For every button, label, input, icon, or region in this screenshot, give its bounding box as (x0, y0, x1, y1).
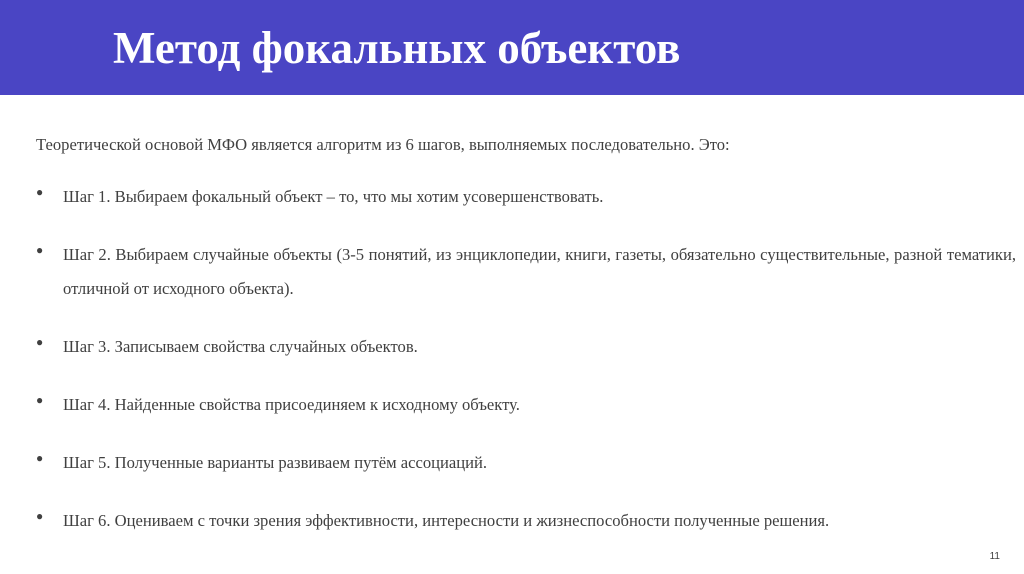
list-item (36, 180, 1016, 214)
intro-text: Теоретической основой МФО является алгоритм из 6 шагов, выполняемых последовательно. Это: (36, 135, 730, 154)
list-item (36, 388, 1016, 422)
list-item (36, 446, 1016, 480)
title-bar (0, 0, 1024, 95)
step-4-text: Шаг 4. Найденные свойства присоединяем к исходному объекту. (63, 395, 520, 414)
step-1-text: Шаг 1. Выбираем фокальный объект – то, что мы хотим усовершенствовать. (63, 187, 604, 206)
step-6-text: Шаг 6. Оцениваем с точки зрения эффективности, интересности и жизнеспособности полученные решения. (63, 511, 830, 530)
page-number: 11 (989, 551, 1000, 562)
step-2-text: Шаг 2. Выбираем случайные объекты (3-5 понятий, из энциклопедии, книги, газеты, обязательно существительные, разной тематики, отличной от исходного объекта). (63, 245, 1016, 298)
bullet-icon: ● (36, 393, 44, 407)
steps-list (36, 180, 1016, 538)
step-3-text: Шаг 3. Записываем свойства случайных объектов. (63, 337, 418, 356)
slide-title: Метод фокальных объектов (113, 23, 681, 73)
bullet-icon: ● (36, 243, 44, 257)
list-item (36, 238, 1016, 306)
bullet-icon: ● (36, 185, 44, 199)
list-item (36, 504, 1016, 538)
bullet-icon: ● (36, 335, 44, 349)
slide-content (36, 133, 1016, 562)
list-item (36, 330, 1016, 364)
step-5-text: Шаг 5. Полученные варианты развиваем путём ассоциаций. (63, 453, 488, 472)
bullet-icon: ● (36, 509, 44, 523)
bullet-icon: ● (36, 451, 44, 465)
